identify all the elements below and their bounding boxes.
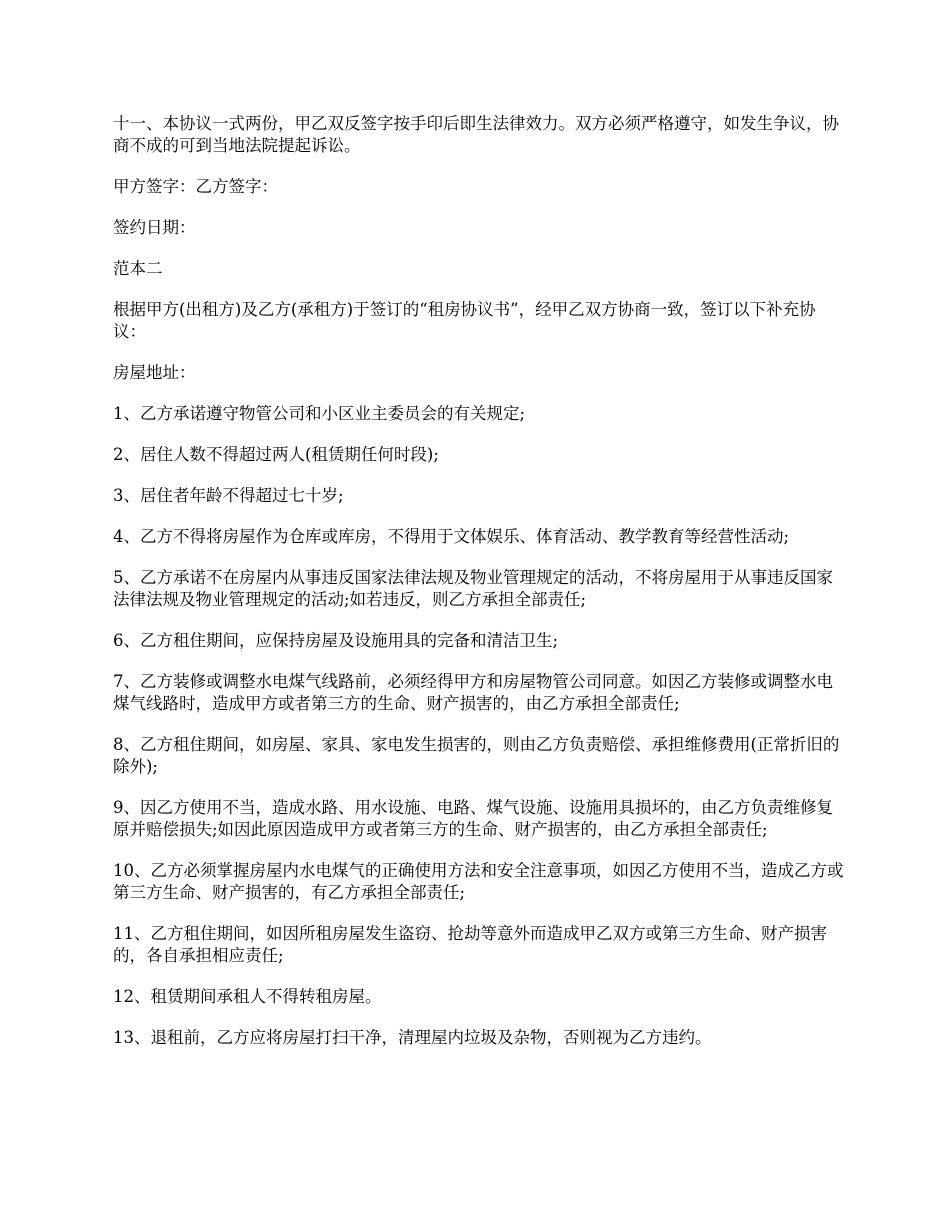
list-item: 8、乙方租住期间，如房屋、家具、家电发生损害的，则由乙方负责赔偿、承担维修费用(正常折旧的除外); bbox=[113, 735, 840, 776]
list-item: 4、乙方不得将房屋作为仓库或库房，不得用于文体娱乐、体育活动、教学教育等经营性活动; bbox=[113, 527, 790, 546]
list-item: 10、乙方必须掌握房屋内水电煤气的正确使用方法和安全注意事项，如因乙方使用不当，造成乙方或第三方生命、财产损害的，有乙方承担全部责任; bbox=[113, 861, 844, 902]
list-item: 5、乙方承诺不在房屋内从事违反国家法律法规及物业管理规定的活动，不将房屋用于从事违反国家法律法规及物业管理规定的活动;如若违反，则乙方承担全部责任; bbox=[113, 568, 833, 609]
list-item: 3、居住者年龄不得超过七十岁; bbox=[113, 486, 344, 505]
clause-11-effectiveness: 十一、本协议一式两份，甲乙双反签字按手印后即生法律效力。双方必须严格遵守，如发生争议，协商不成的可到当地法院提起诉讼。 bbox=[113, 114, 839, 155]
list-item: 11、乙方租住期间，如因所租房屋发生盗窃、抢劫等意外而造成甲乙双方或第三方生命、财产损害的，各自承担相应责任; bbox=[113, 924, 827, 965]
preamble-paragraph: 根据甲方(出租方)及乙方(承租方)于签订的“租房协议书”，经甲乙双方协商一致，签订以下补充协议： bbox=[113, 300, 816, 341]
list-item: 1、乙方承诺遵守物管公司和小区业主委员会的有关规定; bbox=[113, 404, 526, 423]
signing-date-line: 签约日期： bbox=[113, 218, 196, 237]
list-item: 7、乙方装修或调整水电煤气线路前，必须经得甲方和房屋物管公司同意。如因乙方装修或调整水电煤气线路时，造成甲方或者第三方的生命、财产损害的，由乙方承担全部责任; bbox=[113, 672, 833, 713]
list-item: 13、退租前，乙方应将房屋打扫干净，清理屋内垃圾及杂物，否则视为乙方违约。 bbox=[113, 1028, 712, 1047]
list-item: 2、居住人数不得超过两人(租赁期任何时段); bbox=[113, 445, 439, 464]
document-page bbox=[113, 113, 845, 1068]
section-heading-template-two: 范本二 bbox=[113, 259, 163, 278]
list-item: 9、因乙方使用不当，造成水路、用水设施、电路、煤气设施、设施用具损坏的，由乙方负责维修复原并赔偿损失;如因此原因造成甲方或者第三方的生命、财产损害的，由乙方承担全部责任; bbox=[113, 798, 833, 839]
list-item: 12、租赁期间承租人不得转租房屋。 bbox=[113, 987, 382, 1006]
list-item: 6、乙方租住期间，应保持房屋及设施用具的完备和清洁卫生; bbox=[113, 631, 559, 650]
property-address-line: 房屋地址： bbox=[113, 363, 196, 382]
signature-line: 甲方签字：乙方签字： bbox=[113, 177, 278, 196]
